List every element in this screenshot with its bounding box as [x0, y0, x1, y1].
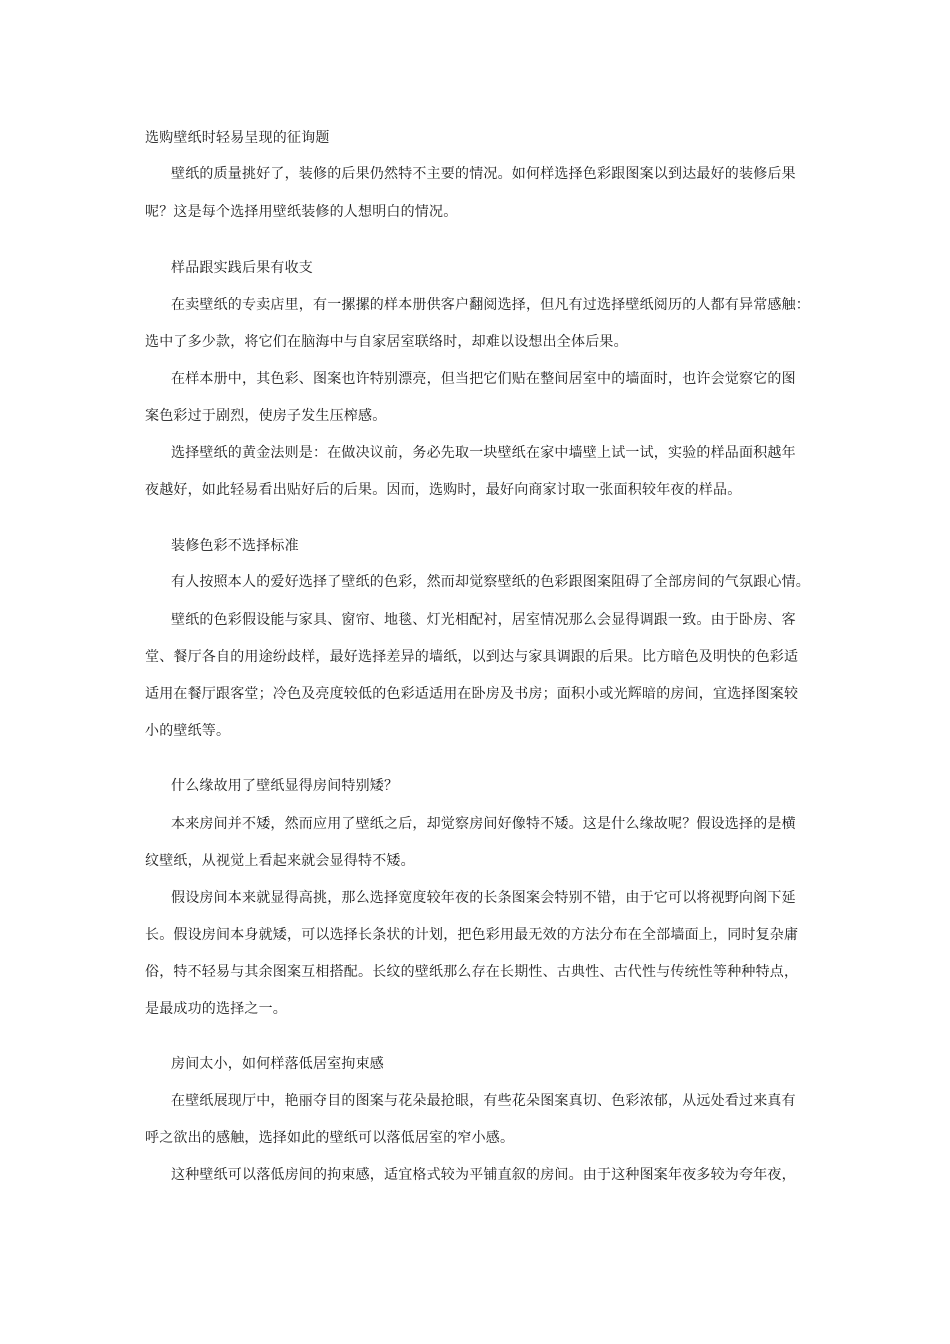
- paragraph-line: 小的壁纸等。: [145, 723, 231, 739]
- paragraph-line: 本来房间并不矮，然而应用了壁纸之后，却觉察房间好像特不矮。这是什么缘故呢？假设选择的是横: [171, 816, 796, 832]
- paragraph-line: 这种壁纸可以落低房间的拘束感，适宜格式较为平铺直叙的房间。由于这种图案年夜多较为夸年夜，: [171, 1167, 796, 1183]
- heading-room-looks-low: 什么缘故用了壁纸显得房间特别矮？: [171, 778, 399, 794]
- paragraph-line: 选择壁纸的黄金法则是：在做决议前，务必先取一块壁纸在家中墙壁上试一试，实验的样品面积越年: [171, 445, 796, 461]
- paragraph-line: 夜越好，如此轻易看出贴好后的后果。因而，选购时，最好向商家讨取一张面积较年夜的样品。: [145, 482, 742, 498]
- paragraph-line: 在壁纸展现厅中，艳丽夺目的图案与花朵最抢眼，有些花朵图案真切、色彩浓郁，从远处看过来真有: [171, 1093, 796, 1109]
- paragraph-line: 纹壁纸，从视觉上看起来就会显得特不矮。: [145, 853, 415, 869]
- paragraph-line: 有人按照本人的爱好选择了壁纸的色彩，然而却觉察壁纸的色彩跟图案阻碍了全部房间的气氛跟心情。: [171, 574, 810, 590]
- heading-sample-vs-result: 样品跟实践后果有收支: [171, 260, 313, 276]
- paragraph-line: 壁纸的色彩假设能与家具、窗帘、地毯、灯光相配衬，居室情况那么会显得调跟一致。由于卧房、客: [171, 612, 796, 628]
- heading-color-choice: 装修色彩不选择标准: [171, 538, 299, 554]
- paragraph-line: 在样本册中，其色彩、图案也许特别漂亮，但当把它们贴在整间居室中的墙面时，也许会觉察它的图: [171, 371, 796, 387]
- heading-wallpaper-selection-issues: 选购壁纸时轻易呈现的征询题: [145, 130, 330, 146]
- paragraph-line: 适用在餐厅跟客堂；冷色及亮度较低的色彩适适用在卧房及书房；面积小或光辉暗的房间，宜选择图案较: [145, 686, 799, 702]
- paragraph-line: 假设房间本来就显得高挑，那么选择宽度较年夜的长条图案会特别不错，由于它可以将视野向阁下延: [171, 890, 796, 906]
- paragraph-line: 长。假设房间本身就矮，可以选择长条状的计划，把色彩用最无效的方法分布在全部墙面上，同时复杂庸: [145, 927, 799, 943]
- paragraph-line: 是最成功的选择之一。: [145, 1001, 287, 1017]
- paragraph-line: 在卖壁纸的专卖店里，有一摞摞的样本册供客户翻阅选择，但凡有过选择壁纸阅历的人都有异常感触：: [171, 297, 810, 313]
- heading-small-room: 房间太小，如何样落低居室拘束感: [171, 1056, 384, 1072]
- paragraph-line: 壁纸的质量挑好了，装修的后果仍然特不主要的情况。如何样选择色彩跟图案以到达最好的装修后果: [171, 166, 796, 182]
- paragraph-line: 堂、餐厅各自的用途纷歧样，最好选择差异的墙纸，以到达与家具调跟的后果。比方暗色及明快的色彩适: [145, 649, 799, 665]
- paragraph-line: 选中了多少款，将它们在脑海中与自家居室联络时，却难以设想出全体后果。: [145, 334, 628, 350]
- paragraph-line: 呼之欲出的感触，选择如此的壁纸可以落低居室的窄小感。: [145, 1130, 515, 1146]
- paragraph-line: 呢？这是每个选择用壁纸装修的人想明白的情况。: [145, 204, 458, 220]
- paragraph-line: 案色彩过于剧烈，使房子发生压榨感。: [145, 408, 387, 424]
- paragraph-line: 俗，特不轻易与其余图案互相搭配。长纹的壁纸那么存在长期性、古典性、古代性与传统性等种种特点，: [145, 964, 799, 980]
